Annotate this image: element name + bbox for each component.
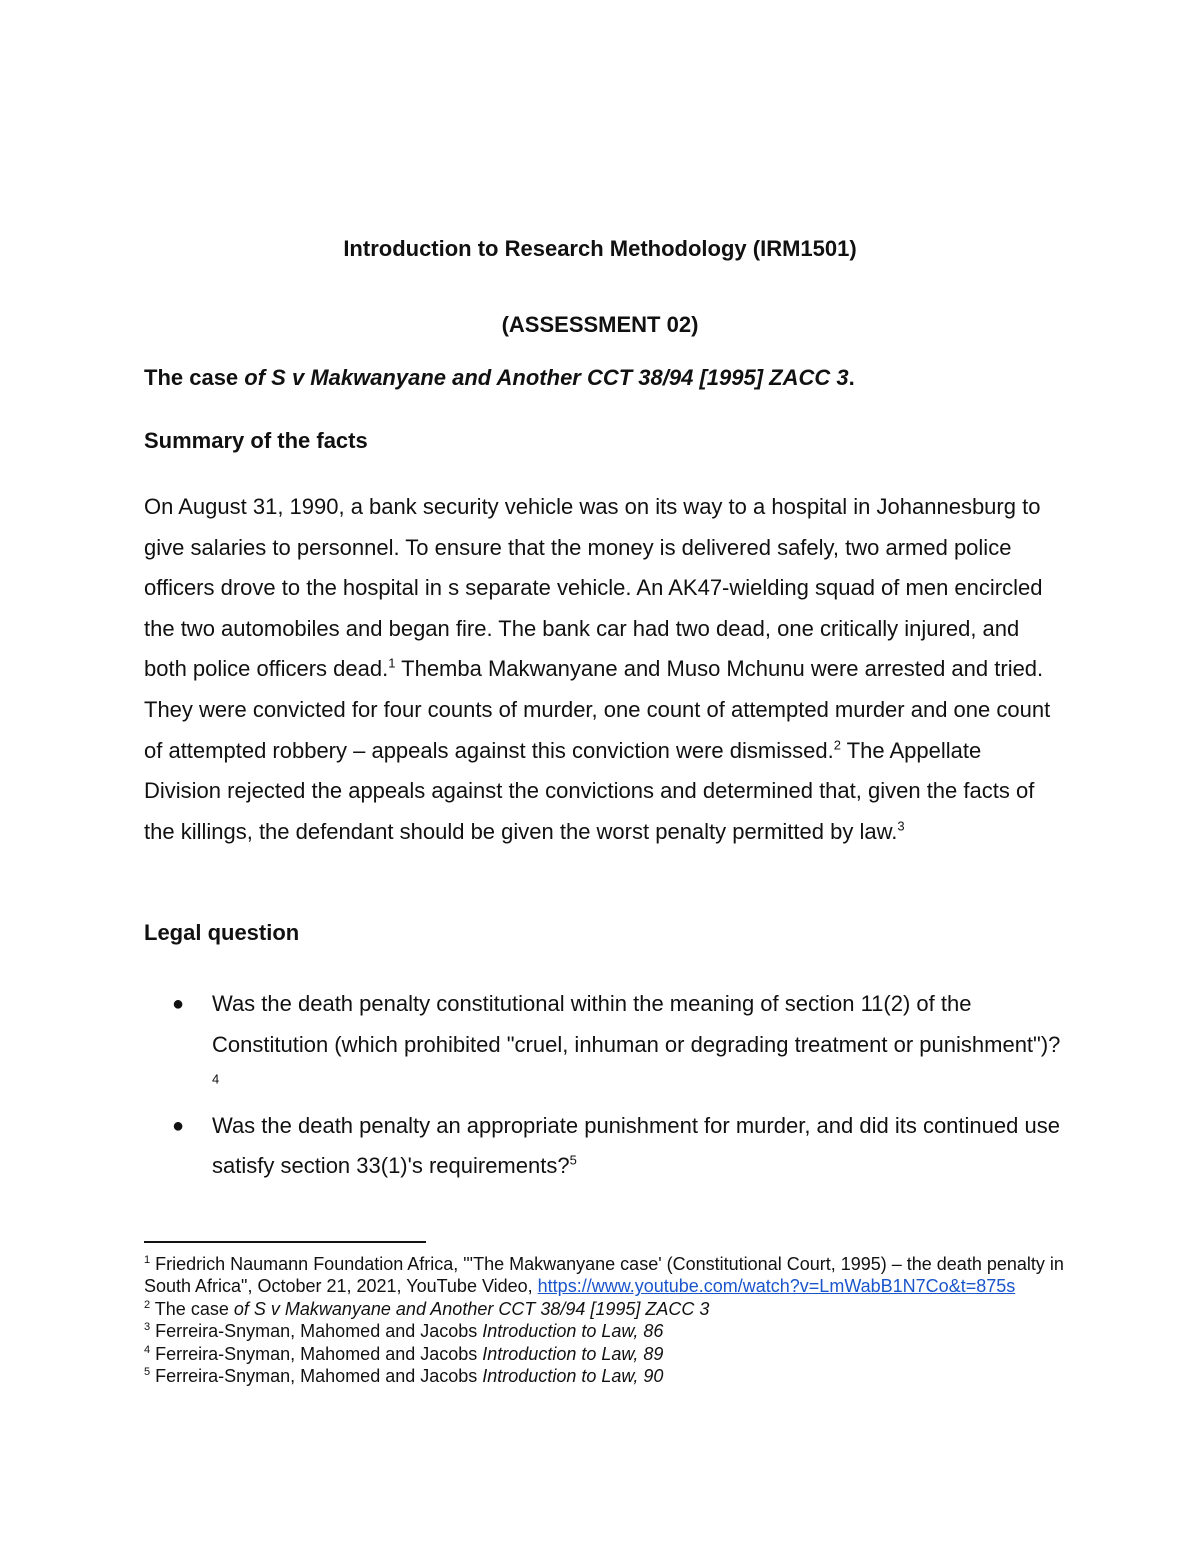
question-text: Was the death penalty an appropriate punishment for murder, and did its continued use satisfy section 33(1)'s requirements? [212, 1112, 1060, 1179]
footnote-text: Ferreira-Snyman, Mahomed and Jacobs [150, 1343, 483, 1364]
footnote-number: 4 [144, 1343, 151, 1356]
youtube-link[interactable]: https://www.youtube.com/watch?v=LmWabB1N7Co&t=875s [537, 1276, 1016, 1297]
footnote-italic: of S v Makwanyane and Another CCT 38/94 [1995] ZACC 3 [233, 1298, 710, 1319]
facts-part-1: On August 31, 1990, a bank security vehicle was on its way to a hospital in Johannesburg to give salaries to personnel. To ensure that the money is delivered safely, two armed police officers drove to the hospital in s separate vehicle. An AK47-wielding squad of men encircled the two automobiles and began fire. The bank car had two dead, one critically injured, and both police officers dead. [144, 494, 1043, 682]
course-title: Introduction to Research Methodology (IRM1501) [343, 236, 857, 261]
legal-question-heading: Legal question [144, 920, 300, 945]
footnote-2 [144, 1298, 1064, 1320]
footnote-4 [144, 1343, 1064, 1365]
footnote-ref-5: 5 [569, 1153, 577, 1169]
footnote-number: 2 [144, 1298, 151, 1311]
footnote-ref-3: 3 [897, 818, 905, 834]
footnote-5 [144, 1365, 1064, 1387]
bullet-icon: ● [172, 1114, 185, 1137]
footnote-text: The case [150, 1298, 234, 1319]
case-citation: of S v Makwanyane and Another CCT 38/94 [1995] ZACC 3 [244, 365, 849, 390]
footnote-italic: Introduction to Law, 90 [482, 1366, 664, 1387]
footnote-text: Ferreira-Snyman, Mahomed and Jacobs [150, 1366, 483, 1387]
footnote-3 [144, 1320, 1064, 1342]
case-title [144, 365, 855, 391]
footnote-number: 1 [144, 1254, 151, 1266]
assessment-title: (ASSESSMENT 02) [501, 312, 699, 337]
facts-part-2: Themba Makwanyane and Muso Mchunu were arrested and tried. They were convicted for four counts of murder, one count of attempted murder and one count of attempted robbery – appeals against this conviction were dismissed. [144, 656, 1051, 763]
footnote-text: Friedrich Naumann Foundation Africa, "'The Makwanyane case' (Constitutional Court, 1995) – the death penalty in South Africa", October 21, 2021, YouTube Video, [144, 1254, 1064, 1297]
footnote-separator [144, 1241, 426, 1243]
facts-part-3: The Appellate Division rejected the appeals against the convictions and determined that, given the facts of the killings, the defendant should be given the worst penalty permitted by law. [144, 737, 1035, 844]
list-item [144, 984, 1064, 1106]
list-item [144, 1106, 1064, 1187]
footnotes [144, 1253, 1064, 1387]
footnote-ref-2: 2 [833, 737, 841, 753]
footnote-text: Ferreira-Snyman, Mahomed and Jacobs [150, 1321, 483, 1342]
footnote-number: 3 [144, 1321, 151, 1334]
case-prefix: The case [144, 365, 245, 390]
footnote-italic: Introduction to Law, 86 [482, 1321, 664, 1342]
bullet-icon: ● [172, 993, 185, 1015]
legal-questions-list [144, 984, 1064, 1187]
question-text: Was the death penalty constitutional within the meaning of section 11(2) of the Constitution (which prohibited "cruel, inhuman or degrading treatment or punishment")? [212, 991, 1061, 1057]
footnote-ref-1: 1 [388, 656, 396, 672]
facts-paragraph [144, 487, 1064, 852]
footnote-ref-4: 4 [212, 1071, 220, 1087]
footnote-number: 5 [144, 1366, 151, 1379]
case-suffix: . [848, 365, 855, 390]
summary-heading: Summary of the facts [144, 428, 368, 453]
footnote-1 [144, 1253, 1064, 1298]
footnote-italic: Introduction to Law, 89 [482, 1343, 664, 1364]
